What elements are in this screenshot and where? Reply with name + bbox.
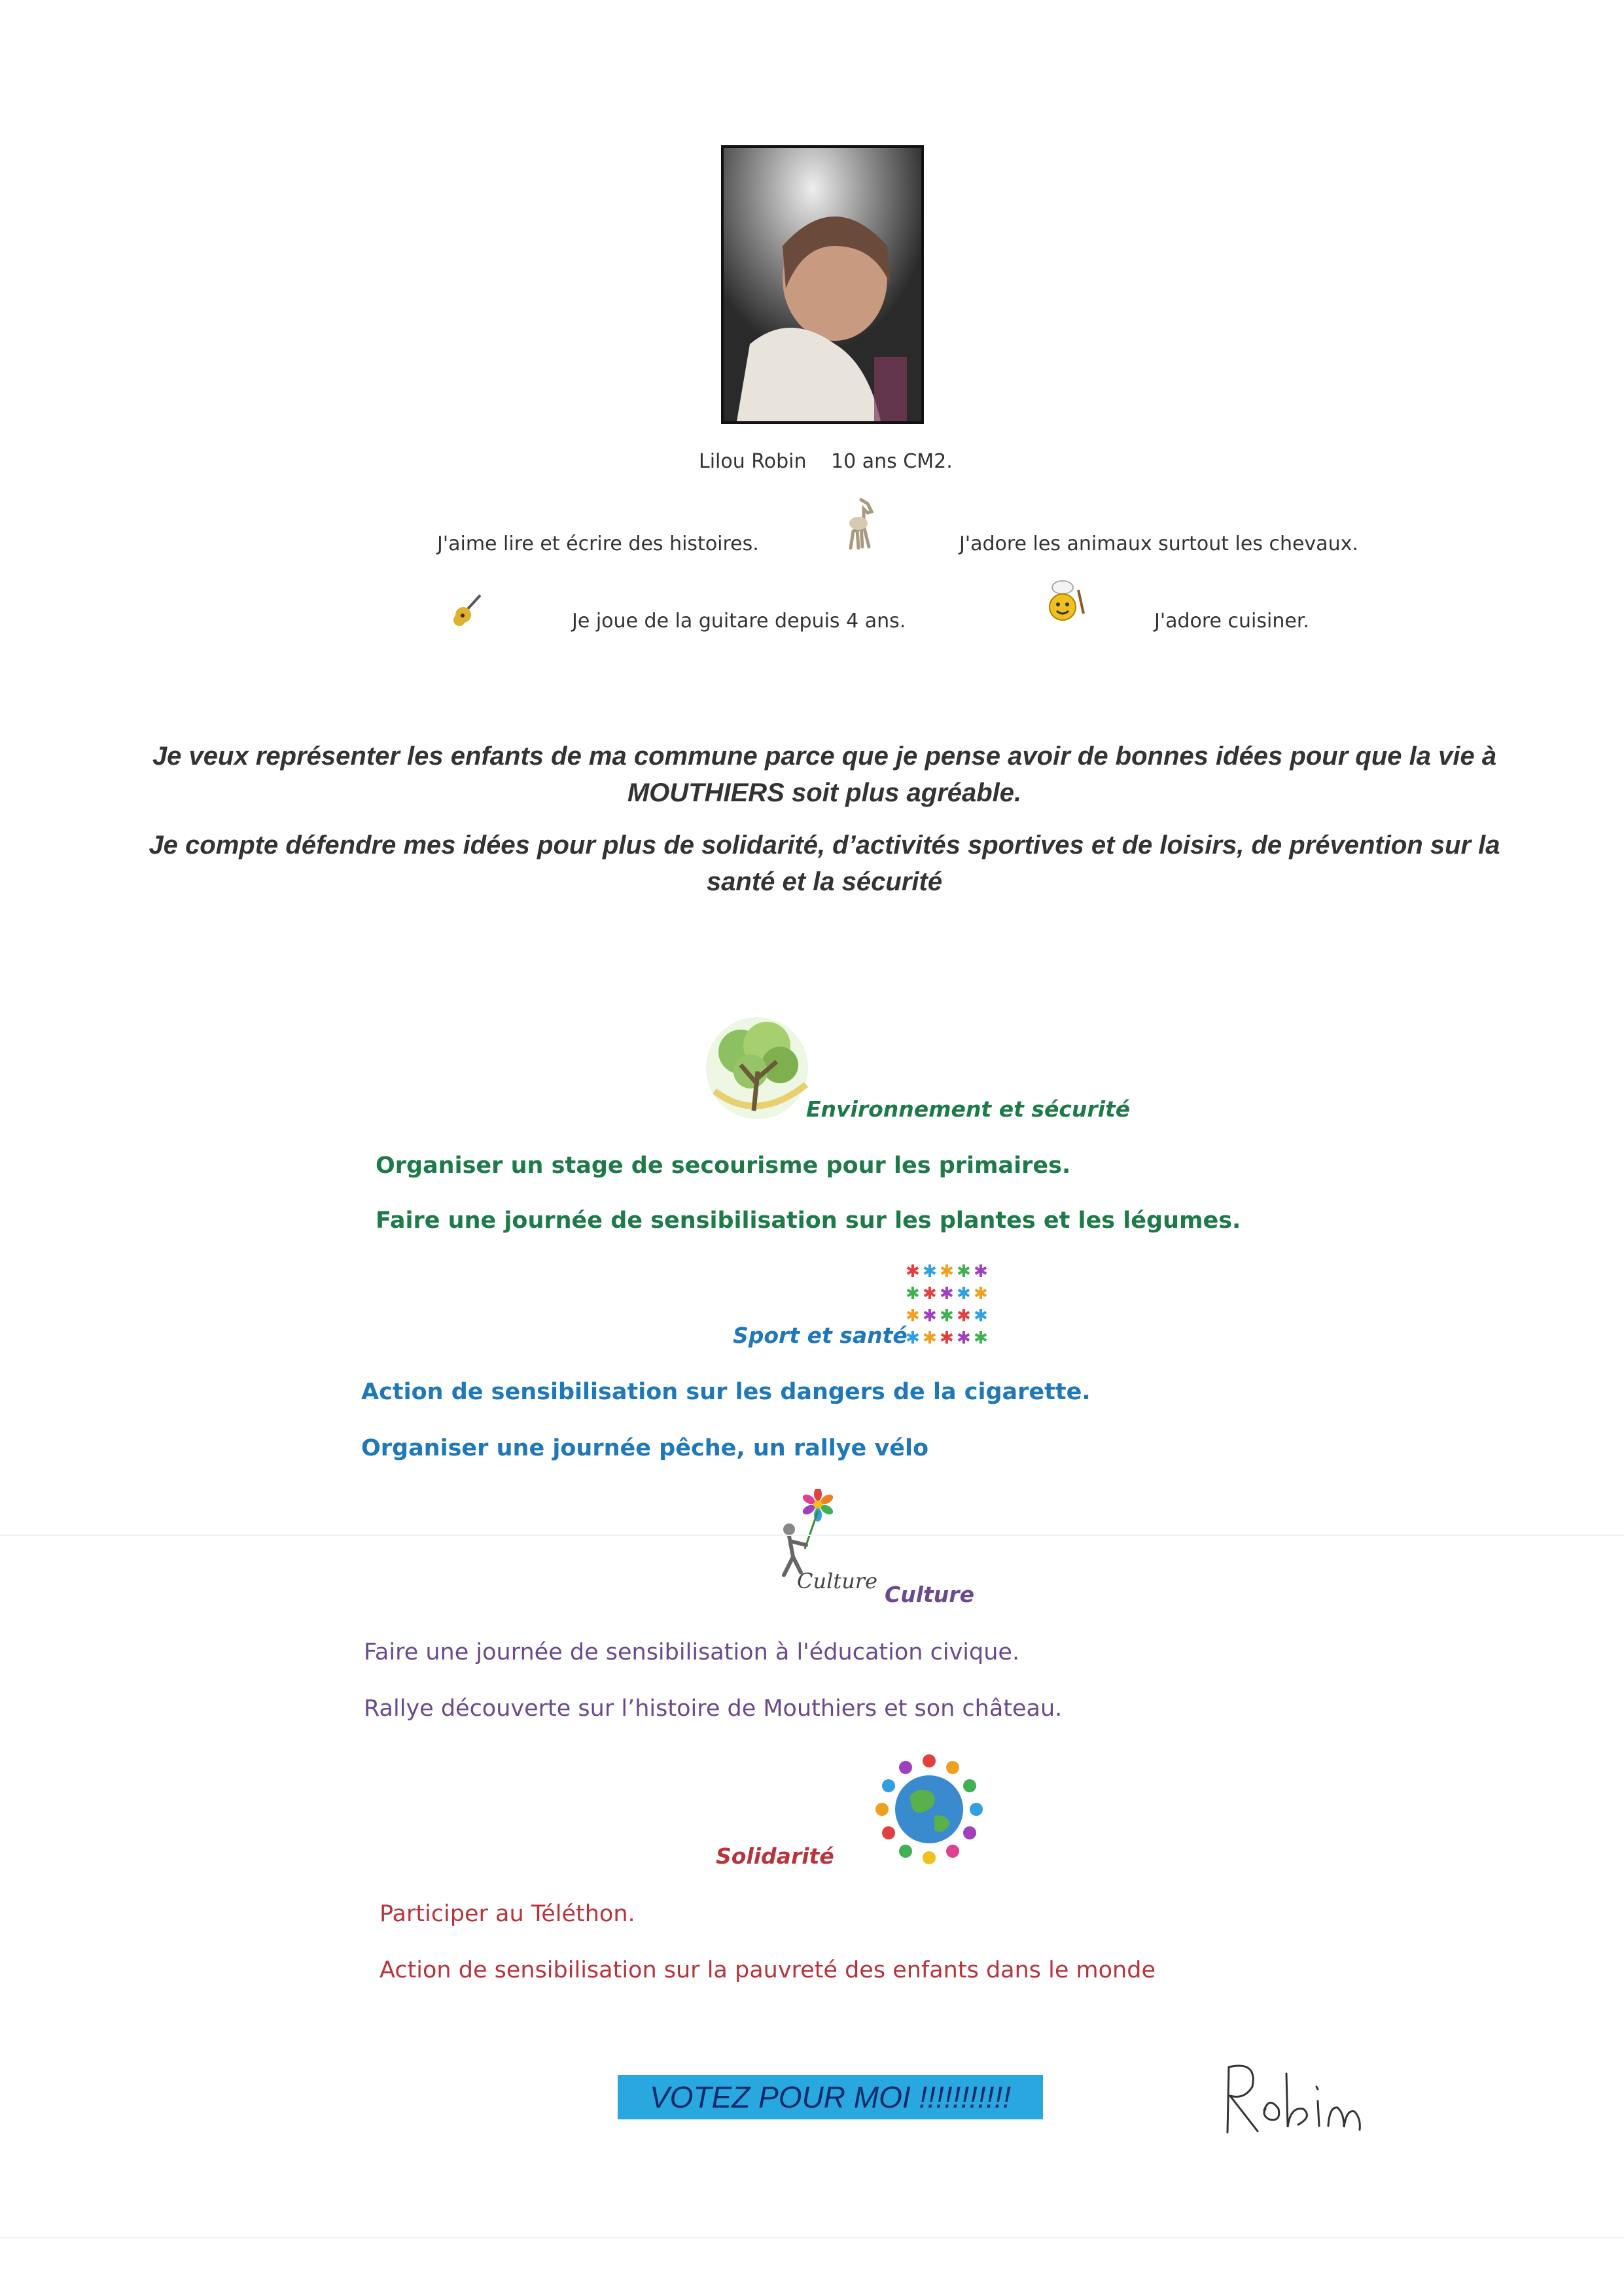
candidate-name: Lilou Robin — [699, 450, 807, 473]
section-title-sport: Sport et santé — [733, 1323, 908, 1348]
section-title-environment: Environnement et sécurité — [806, 1096, 1131, 1122]
svg-text:✱: ✱ — [940, 1284, 954, 1304]
candidate-photo — [721, 145, 924, 424]
svg-text:✱: ✱ — [923, 1262, 937, 1281]
svg-text:✱: ✱ — [940, 1329, 954, 1348]
environment-item-1: Organiser un stage de secourisme pour les primaires. — [376, 1153, 1071, 1179]
solidarity-item-2: Action de sensibilisation sur la pauvreté des enfants dans le monde — [380, 1957, 1156, 1983]
svg-text:✱: ✱ — [940, 1262, 954, 1281]
signature-mark — [1218, 2054, 1369, 2149]
svg-text:✱: ✱ — [957, 1329, 971, 1348]
hobby-reading: J'aime lire et écrire des histoires. — [437, 532, 759, 555]
sport-item-1: Action de sensibilisation sur les dangers de la cigarette. — [361, 1379, 1091, 1405]
globe-children-icon — [870, 1750, 988, 1871]
scan-line — [0, 1535, 1624, 1536]
guitar-icon — [450, 591, 487, 631]
tree-icon — [701, 1013, 813, 1127]
svg-text:✱: ✱ — [974, 1306, 988, 1326]
environment-item-2: Faire une journée de sensibilisation sur les plantes et les légumes. — [376, 1208, 1241, 1234]
intro-paragraph-1: Je veux représenter les enfants de ma commune parce que je pense avoir de bonnes idées pour que la vie à MOUTHIERS soit plus agréable. — [152, 742, 1497, 807]
chef-smiley-icon — [1040, 577, 1093, 633]
intro-paragraph-2: Je compte défendre mes idées pour plus de solidarité, d’activités sportives et de loisirs, de prévention sur la santé et la sécurité — [149, 831, 1500, 896]
candidate-age-class: 10 ans CM2. — [831, 450, 953, 473]
svg-text:✱: ✱ — [974, 1284, 988, 1304]
hobby-cooking: J'adore cuisiner. — [1154, 610, 1309, 633]
svg-text:✱: ✱ — [923, 1329, 937, 1348]
section-title-culture: Culture — [885, 1582, 974, 1607]
svg-text:✱: ✱ — [974, 1329, 988, 1348]
scan-line — [0, 2237, 1624, 2238]
culture-item-1: Faire une journée de sensibilisation à l'éducation civique. — [364, 1639, 1020, 1665]
svg-text:✱: ✱ — [957, 1284, 971, 1304]
svg-text:✱: ✱ — [974, 1262, 988, 1281]
svg-text:✱: ✱ — [906, 1262, 920, 1281]
horse-icon — [841, 497, 878, 553]
section-title-solidarity: Solidarité — [716, 1843, 834, 1869]
hobby-guitar: Je joue de la guitare depuis 4 ans. — [572, 610, 906, 633]
culture-item-2: Rallye découverte sur l’histoire de Mouthiers et son château. — [364, 1696, 1063, 1722]
svg-text:✱: ✱ — [923, 1284, 937, 1304]
svg-text:✱: ✱ — [940, 1306, 954, 1326]
culture-logo-word: Culture — [797, 1569, 878, 1593]
svg-text:✱: ✱ — [957, 1306, 971, 1326]
svg-text:✱: ✱ — [906, 1329, 920, 1348]
hobby-animals: J'adore les animaux surtout les chevaux. — [959, 532, 1358, 555]
people-grid-icon — [904, 1260, 989, 1352]
svg-text:✱: ✱ — [906, 1306, 920, 1326]
solidarity-item-1: Participer au Téléthon. — [380, 1901, 635, 1927]
svg-text:✱: ✱ — [957, 1262, 971, 1281]
sport-item-2: Organiser une journée pêche, un rallye vélo — [361, 1435, 929, 1461]
vote-banner: VOTEZ POUR MOI !!!!!!!!!!! — [618, 2075, 1043, 2119]
svg-text:✱: ✱ — [906, 1284, 920, 1304]
svg-text:✱: ✱ — [923, 1306, 937, 1326]
